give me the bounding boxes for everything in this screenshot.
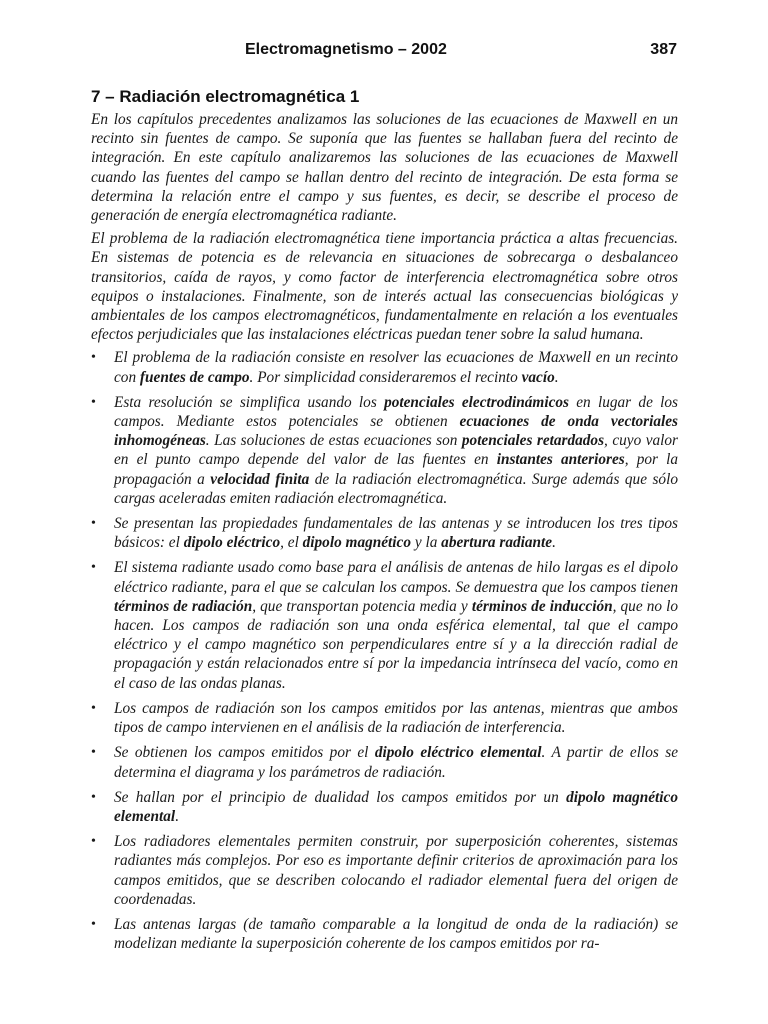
bullet-text: Los radiadores elementales permiten construir, por superposición coherentes, sistemas radiantes más complejos. Por eso es importante definir criterios de aproximación para los campos emitidos, que se describen colocando el radiador elemental fuera del origen de coordenadas. xyxy=(114,833,678,908)
running-title: Electromagnetismo – 2002 xyxy=(245,41,447,58)
bullet-text: . xyxy=(552,534,556,552)
bullet-icon: • xyxy=(91,789,96,805)
bullet-icon: • xyxy=(91,700,96,716)
bullet-text: . xyxy=(175,807,180,825)
emphasized-term: dipolo eléctrico xyxy=(183,534,281,552)
emphasized-term: dipolo magnético xyxy=(302,534,411,552)
emphasized-term: términos de inducción xyxy=(471,597,613,615)
emphasized-term: potenciales retardados xyxy=(461,432,605,450)
bullet-text: Se presentan las propiedades fundamentales de las antenas y se introducen los tres tipos básicos: el xyxy=(114,515,678,552)
bullet-item xyxy=(91,788,678,826)
bullet-icon: • xyxy=(91,394,96,410)
page-number: 387 xyxy=(650,41,677,58)
bullet-item xyxy=(91,514,678,552)
bullet-icon: • xyxy=(91,745,96,761)
bullet-text: y la xyxy=(411,534,442,552)
bullet-text: . Las soluciones de estas ecuaciones son xyxy=(205,432,462,450)
emphasized-term: potenciales electrodinámicos xyxy=(384,393,569,411)
bullet-icon: • xyxy=(91,516,96,532)
bullet-text: Esta resolución se simplifica usando los xyxy=(114,393,385,411)
bullet-item xyxy=(91,558,678,692)
emphasized-term: velocidad finita xyxy=(210,470,310,488)
bullet-text: El sistema radiante usado como base para el análisis de antenas de hilo largas es el dipolo eléctrico radiante, para el que se calculan los campos. Se demuestra que los campos tienen xyxy=(114,559,678,596)
emphasized-term: términos de radiación xyxy=(114,597,253,615)
intro-paragraph: En los capítulos precedentes analizamos las soluciones de las ecuaciones de Maxwell en un recinto sin fuentes de campo. Se suponía que las fuentes se hallaban fuera del recinto de integración. En este capítulo analizaremos las soluciones de las ecuaciones de Maxwell cuando las fuentes del campo se hallan dentro del recinto de integración. De esta forma se determina la relación entre el campo y sus fuentes, es decir, se describe el proceso de generación de energía electromagnética radiante. xyxy=(91,111,678,225)
bullet-icon: • xyxy=(91,916,96,932)
bullet-icon: • xyxy=(91,834,96,850)
bullet-text: de la radiación electromagnética. Surge además que sólo cargas aceleradas emiten radiación electromagnética. xyxy=(114,470,678,507)
running-header xyxy=(90,41,677,63)
emphasized-term: dipolo eléctrico elemental xyxy=(374,744,542,762)
bullet-item xyxy=(91,699,678,737)
emphasized-term: ecuaciones de onda vectoriales inhomogéneas xyxy=(114,413,678,450)
bullet-text: Se obtienen los campos emitidos por el xyxy=(114,744,375,762)
bullet-text: , cuyo valor en el punto campo depende del valor de las fuentes en xyxy=(114,432,678,469)
bullet-text: , por la propagación a xyxy=(114,451,678,488)
bullet-text: , que no lo hacen. Los campos de radiación son una onda esférica elemental, tal que el campo eléctrico y el campo magnético son perpendiculares entre sí y a la dirección radial de propagación y están relacionados entre sí por la impedancia intrínseca del vacío, como en el caso de las ondas planas. xyxy=(114,597,679,692)
bullet-item xyxy=(91,915,678,953)
emphasized-term: vacío xyxy=(521,368,555,386)
bullet-text: Las antenas largas (de tamaño comparable a la longitud de onda de la radiación) se modelizan mediante la superposición coherente de los campos emitidos por ra- xyxy=(114,915,678,953)
bullet-list xyxy=(91,348,678,953)
bullet-text: . xyxy=(554,368,559,386)
bullet-text: . A partir de ellos se determina el diagrama y los parámetros de radiación. xyxy=(114,744,678,781)
bullet-icon: • xyxy=(91,560,96,576)
bullet-text: Los campos de radiación son los campos emitidos por las antenas, mientras que ambos tipos de campo intervienen en el análisis de la radiación de interferencia. xyxy=(114,699,678,737)
bullet-item xyxy=(91,743,678,781)
emphasized-term: abertura radiante xyxy=(441,534,553,552)
bullet-text: El problema de la radiación consiste en resolver las ecuaciones de Maxwell en un recinto con xyxy=(114,349,678,386)
intro-paragraph: El problema de la radiación electromagnética tiene importancia práctica a altas frecuencias. En sistemas de potencia es de relevancia en situaciones de sobrecarga o desbalanceo transitorios, caída de rayos, y como factor de interferencia electromagnética sobre otros equipos o instalaciones. Finalmente, son de interés actual las consecuencias biológicas y ambientales de los campos electromagnéticos, fundamentalmente en relación a los eventuales efectos perjudiciales que las instalaciones eléctricas puedan tener sobre la salud humana. xyxy=(91,230,678,344)
bullet-item xyxy=(91,832,678,909)
bullet-text: , el xyxy=(280,534,303,552)
chapter-title: 7 – Radiación electromagnética 1 xyxy=(91,87,360,106)
emphasized-term: instantes anteriores xyxy=(496,451,625,469)
bullet-text: , que transportan potencia media y xyxy=(252,597,472,615)
bullet-item xyxy=(91,393,678,508)
emphasized-term: fuentes de campo xyxy=(139,368,250,386)
bullet-item xyxy=(91,348,678,386)
bullet-text: Se hallan por el principio de dualidad los campos emitidos por un xyxy=(114,788,567,806)
body-text xyxy=(91,110,678,959)
bullet-text: en lugar de los campos. Mediante estos potenciales se obtienen xyxy=(114,393,678,431)
emphasized-term: dipolo magnético elemental xyxy=(114,788,678,825)
bullet-icon: • xyxy=(91,350,96,366)
bullet-text: . Por simplicidad consideraremos el recinto xyxy=(249,368,522,386)
